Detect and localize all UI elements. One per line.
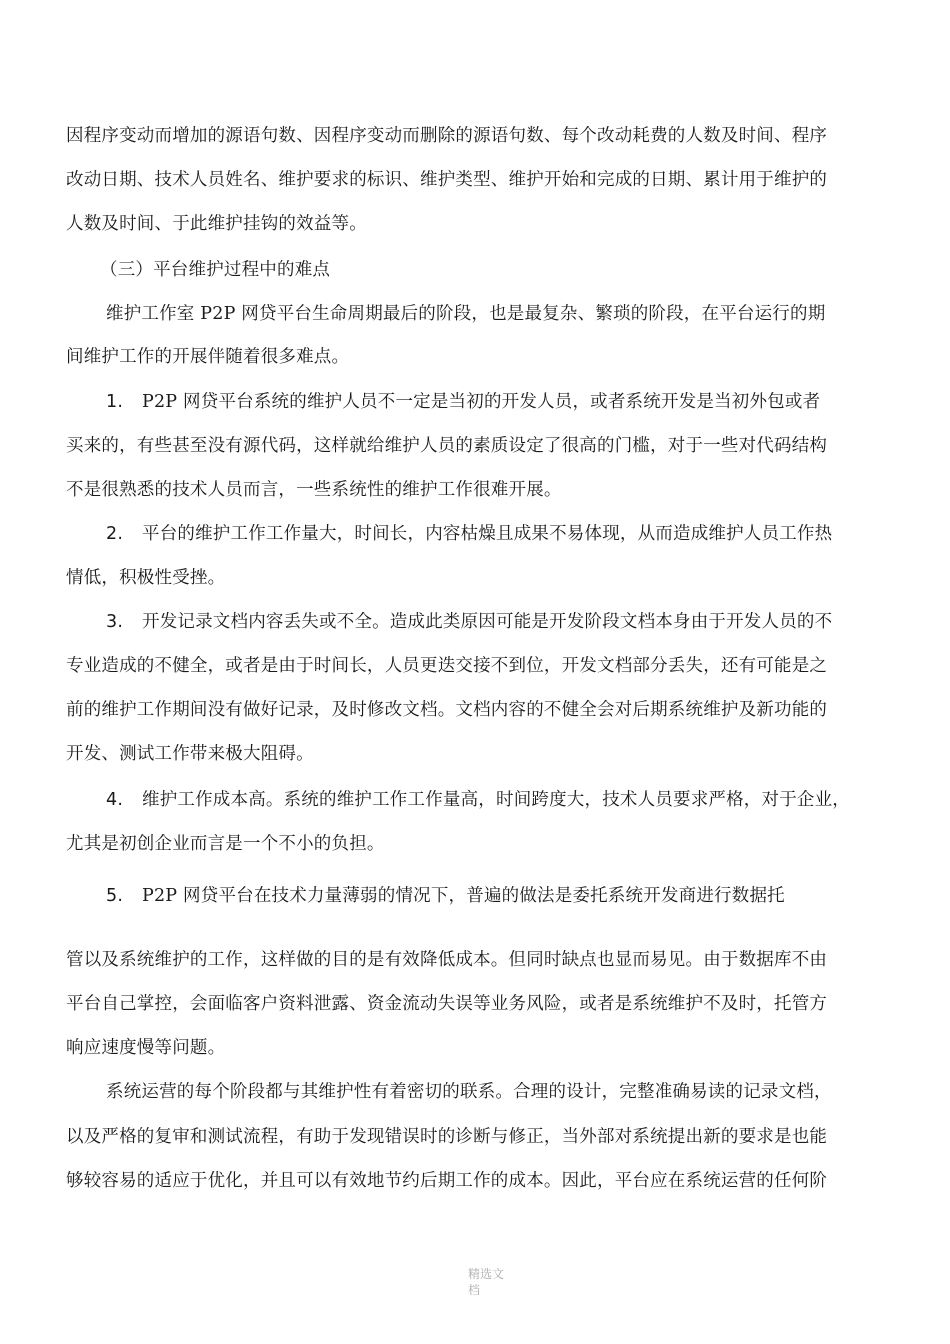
list-number: 2. xyxy=(106,524,124,544)
text-line: 维护工作室 P2P 网贷平台生命周期最后的阶段，也是最复杂、繁琐的阶段，在平台运行的期 xyxy=(106,304,826,324)
list-item xyxy=(106,610,832,634)
text-line: 响应速度慢等问题。 xyxy=(66,1038,226,1058)
list-item xyxy=(106,522,832,546)
text-line: 因程序变动而增加的源语句数、因程序变动而删除的源语句数、每个改动耗费的人数及时间、程序 xyxy=(66,126,828,146)
text-line: 尤其是初创企业而言是一个不小的负担。 xyxy=(66,834,385,854)
page-footer xyxy=(468,1266,528,1298)
text-line: 维护工作成本高。系统的维护工作工作量高，时间跨度大，技术人员要求严格，对于企业， xyxy=(142,790,850,810)
text-line: 平台的维护工作工作量大，时间长，内容枯燥且成果不易体现，从而造成维护人员工作热 xyxy=(142,524,833,544)
text-line: 情低，积极性受挫。 xyxy=(66,568,226,588)
list-number: 4. xyxy=(106,790,124,810)
text-line: 平台自己掌控，会面临客户资料泄露、资金流动失误等业务风险，或者是系统维护不及时，托管方 xyxy=(66,994,828,1014)
list-item xyxy=(106,788,850,812)
text-line: 开发、测试工作带来极大阻碍。 xyxy=(66,744,314,764)
text-line: 专业造成的不健全，或者是由于时间长，人员更迭交接不到位，开发文档部分丢失，还有可能是之 xyxy=(66,656,828,676)
text-line: 管以及系统维护的工作，这样做的目的是有效降低成本。但同时缺点也显而易见。由于数据库不由 xyxy=(66,950,828,970)
text-line: 间维护工作的开展伴随着很多难点。 xyxy=(66,347,350,367)
text-line: 人数及时间、于此维护挂钩的效益等。 xyxy=(66,214,367,234)
list-number: 5. xyxy=(106,886,124,906)
text-line: 买来的，有些甚至没有源代码，这样就给维护人员的素质设定了很高的门槛，对于一些对代码结构 xyxy=(66,436,828,456)
text-line: 系统运营的每个阶段都与其维护性有着密切的联系。合理的设计，完整准确易读的记录文档， xyxy=(106,1082,832,1102)
text-line: 不是很熟悉的技术人员而言，一些系统性的维护工作很难开展。 xyxy=(66,480,562,500)
list-number: 3. xyxy=(106,612,124,632)
text-line: 以及严格的复审和测试流程，有助于发现错误时的诊断与修正，当外部对系统提出新的要求是也能 xyxy=(66,1127,828,1147)
text-line: P2P 网贷平台在技术力量薄弱的情况下，普遍的做法是委托系统开发商进行数据托 xyxy=(142,886,785,906)
text-line: 够较容易的适应于优化，并且可以有效地节约后期工作的成本。因此，平台应在系统运营的任何阶 xyxy=(66,1171,828,1191)
footer-text: 档 xyxy=(468,1283,481,1297)
text-line: 前的维护工作期间没有做好记录，及时修改文档。文档内容的不健全会对后期系统维护及新功能的 xyxy=(66,700,828,720)
text-line: 开发记录文档内容丢失或不全。造成此类原因可能是开发阶段文档本身由于开发人员的不 xyxy=(142,612,833,632)
list-item xyxy=(106,390,820,414)
list-item xyxy=(106,884,785,908)
text-line: 改动日期、技术人员姓名、维护要求的标识、维护类型、维护开始和完成的日期、累计用于维护的 xyxy=(66,170,828,190)
section-heading: （三）平台维护过程中的难点 xyxy=(100,260,331,280)
list-number: 1. xyxy=(106,392,124,412)
footer-text: 精选文 xyxy=(468,1267,505,1281)
text-line: P2P 网贷平台系统的维护人员不一定是当初的开发人员，或者系统开发是当初外包或者 xyxy=(142,392,821,412)
